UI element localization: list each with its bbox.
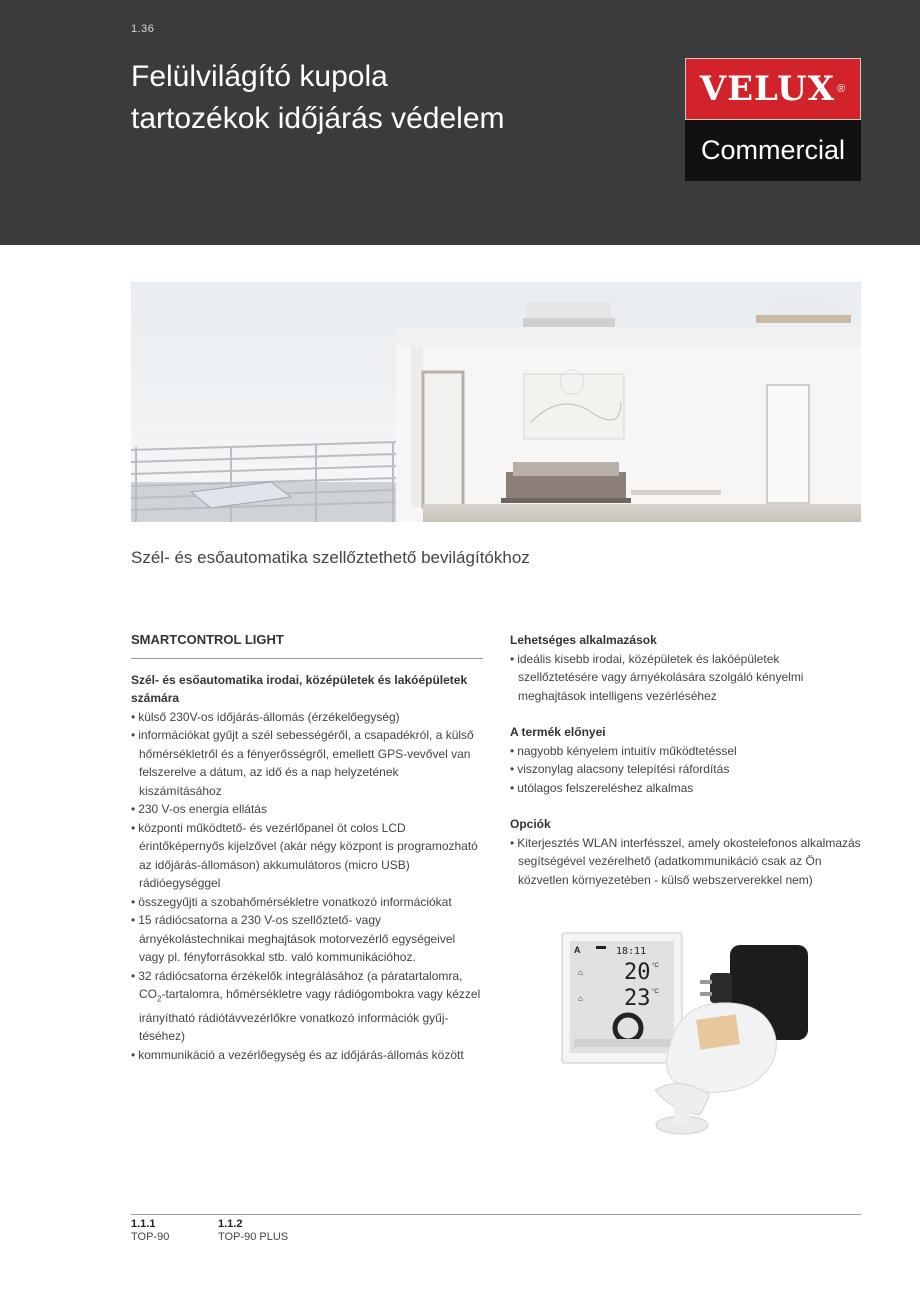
feature-item: • összegyűjti a szobahőmérsékletre vonatkozó információkat — [131, 893, 483, 912]
velux-commercial-logo — [685, 58, 861, 181]
applications-list — [510, 650, 862, 706]
feature-item-co2 — [131, 967, 483, 1046]
footer-link-top-90-plus[interactable] — [218, 1218, 288, 1244]
panel-mode: A — [574, 945, 581, 955]
home-icon: ⌂ — [578, 994, 583, 1003]
panel-temp-2: 23 — [624, 986, 651, 1011]
footer-label: TOP-90 — [131, 1231, 170, 1243]
page-subtitle: Szél- és esőautomatika szellőztethető bevilágítókhoz — [131, 548, 530, 567]
footer-link-top-90[interactable] — [131, 1218, 169, 1244]
application-item: • ideális kisebb irodai, középületek és lakóépületek szellőztetésére vagy árnyékolására szolgáló kényelmi meghajtások intelligens vezérléséhez — [510, 650, 862, 706]
benefit-item: • viszonylag alacsony telepítési ráfordítás — [510, 760, 862, 779]
panel-unit-1: °C — [652, 963, 659, 969]
options-list — [510, 834, 862, 890]
footer-number: 1.1.1 — [131, 1218, 156, 1230]
feature-item: • 15 rádiócsatorna a 230 V-os szellőztető- vagy árnyékolástechnikai meghajtások motorvezérlő egységeivel vagy pl. fényforrásokkal stb. való kommunikációhoz. — [131, 911, 483, 967]
product-heading: SMARTCONTROL LIGHT — [131, 631, 483, 659]
co2-subscript: 2 — [157, 994, 162, 1004]
interior-photo — [131, 282, 861, 522]
feature-item: • információkat gyűjt a szél sebességéről, a csapadékról, a külső hőmérsékletről és a fényerősségről, emellett GPS-vevővel van felszerelve a dátum, az idő és a nap helyzetének kiszámításához — [131, 726, 483, 800]
benefits-list — [510, 742, 862, 798]
co2-text-before: 32 rádiócsatorna érzékelők integrálásához (a páratartalomra, CO — [138, 968, 463, 1001]
page-number: 1.36 — [131, 23, 155, 35]
product-illustration — [560, 925, 810, 1145]
logo-brand-block — [685, 58, 861, 120]
logo-sub-block — [685, 120, 861, 181]
feature-item: • 230 V-os energia ellátás — [131, 800, 483, 819]
right-column — [510, 631, 862, 889]
product-photo — [560, 925, 810, 1145]
feature-list — [131, 708, 483, 1065]
feature-item: • kommunikáció a vezérlőegység és az időjárás-állomás között — [131, 1046, 483, 1065]
benefit-item: • utólagos felszereléshez alkalmas — [510, 779, 862, 798]
house-icon: ⌂ — [578, 968, 583, 977]
section-title: Szél- és esőautomatika irodai, középületek és lakóépületek számára — [131, 672, 468, 705]
panel-unit-2: °C — [652, 989, 659, 995]
benefit-item: • nagyobb kényelem intuitív működtetéssel — [510, 742, 862, 761]
left-column — [131, 631, 483, 1064]
footer-label: TOP-90 PLUS — [218, 1231, 289, 1243]
logo-brand-text: VELUX — [699, 69, 836, 109]
option-item: • Kiterjesztés WLAN interfésszel, amely okostelefonos alkalmazás segítségével vezérelhető (adatkommunikáció csak az Ön közvetlen környezetében - külső webszerverekkel nem) — [510, 834, 862, 890]
options-title: Opciók — [510, 817, 551, 831]
header-band — [0, 0, 920, 245]
applications-title: Lehetséges alkalmazások — [510, 633, 657, 647]
footer-number: 1.1.2 — [218, 1218, 243, 1230]
logo-registered-mark: ® — [837, 83, 847, 95]
footer-rule — [131, 1214, 861, 1215]
title-line-2: tartozékok időjárás védelem — [131, 102, 505, 135]
interior-photo-illustration — [131, 282, 861, 522]
title-line-1: Felülvilágító kupola — [131, 60, 388, 93]
co2-text-after: -tartalomra, hőmérsékletre vagy rádiógombokra vagy kézzel irányítható rádiótávvezérlőkre vonatkozó információk gyűj-téséhez) — [139, 987, 481, 1044]
logo-sub-text: Commercial — [700, 135, 846, 165]
benefits-title: A termék előnyei — [510, 725, 606, 739]
feature-item: • külső 230V-os időjárás-állomás (érzékelőegység) — [131, 708, 483, 727]
panel-time: 18:11 — [616, 946, 647, 957]
feature-item: • központi működtető- és vezérlőpanel öt colos LCD érintőképernyős kijelzővel (akár négy központ is programozható az időjárás-állomáson) akkumulátoros (micro USB) rádióegységgel — [131, 819, 483, 893]
page-title — [131, 56, 505, 140]
panel-temp-1: 20 — [624, 960, 651, 985]
